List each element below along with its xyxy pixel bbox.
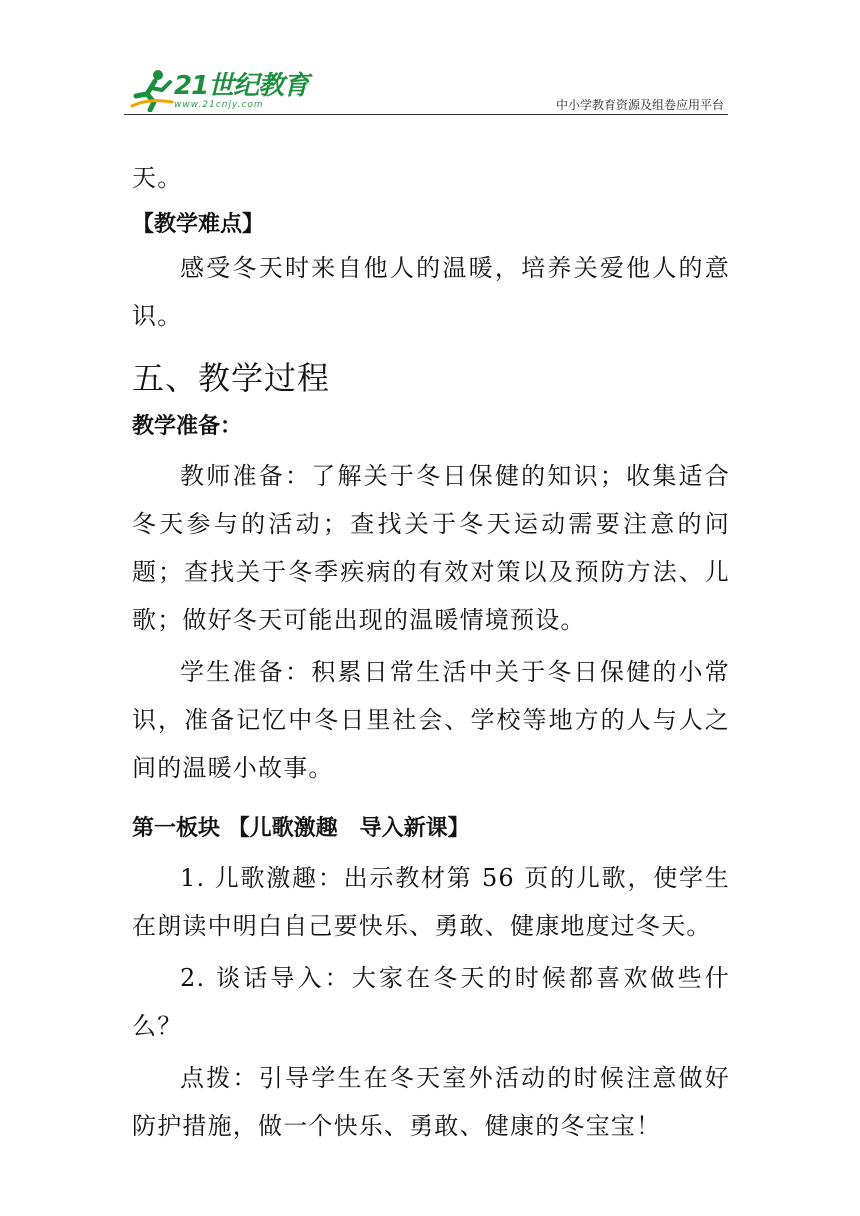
- runner-logo-icon: [128, 68, 176, 112]
- item2-text: 2. 谈话导入：大家在冬天的时候都喜欢做些什么？: [132, 964, 730, 1040]
- difficulty-text: 感受冬天时来自他人的温暖，培养关爱他人的意识。: [132, 254, 730, 330]
- block1-heading: 第一板块 【儿歌激趣 导入新课】: [132, 816, 470, 841]
- item2-paragraph: [132, 954, 730, 1050]
- platform-name: 中小学教育资源及组卷应用平台: [555, 98, 724, 112]
- tip-paragraph: [132, 1054, 730, 1150]
- difficulty-heading: 【教学难点】: [132, 212, 265, 237]
- prep-heading: 教学准备：: [132, 414, 243, 439]
- item1-paragraph: [132, 854, 730, 950]
- continuation-paragraph: [132, 154, 730, 202]
- section-heading: 五、教学过程: [132, 359, 331, 397]
- document-body: [132, 154, 730, 1150]
- continuation-text: 天。: [132, 164, 183, 192]
- teacher-prep-paragraph: [132, 452, 730, 644]
- tip-text: 点拨：引导学生在冬天室外活动的时候注意做好防护措施，做一个快乐、勇敢、健康的冬宝宝！: [132, 1064, 730, 1140]
- header-divider: [124, 114, 728, 115]
- item1-text: 1. 儿歌激趣：出示教材第 56 页的儿歌，使学生在朗读中明白自己要快乐、勇敢、健康地度过冬天。: [132, 864, 730, 940]
- logo-text: 21世纪教育: [174, 71, 309, 101]
- student-prep-paragraph: [132, 648, 730, 792]
- teacher-prep-text: 教师准备：了解关于冬日保健的知识；收集适合冬天参与的活动；查找关于冬天运动需要注意的问题；查找关于冬季疾病的有效对策以及预防方法、儿歌；做好冬天可能出现的温暖情境预设。: [132, 462, 730, 634]
- difficulty-paragraph: [132, 244, 730, 340]
- logo: [124, 68, 309, 110]
- logo-url: www.21cnjy.com: [174, 100, 264, 110]
- page-header: [124, 62, 728, 116]
- student-prep-text: 学生准备：积累日常生活中关于冬日保健的小常识，准备记忆中冬日里社会、学校等地方的人与人之间的温暖小故事。: [132, 658, 730, 782]
